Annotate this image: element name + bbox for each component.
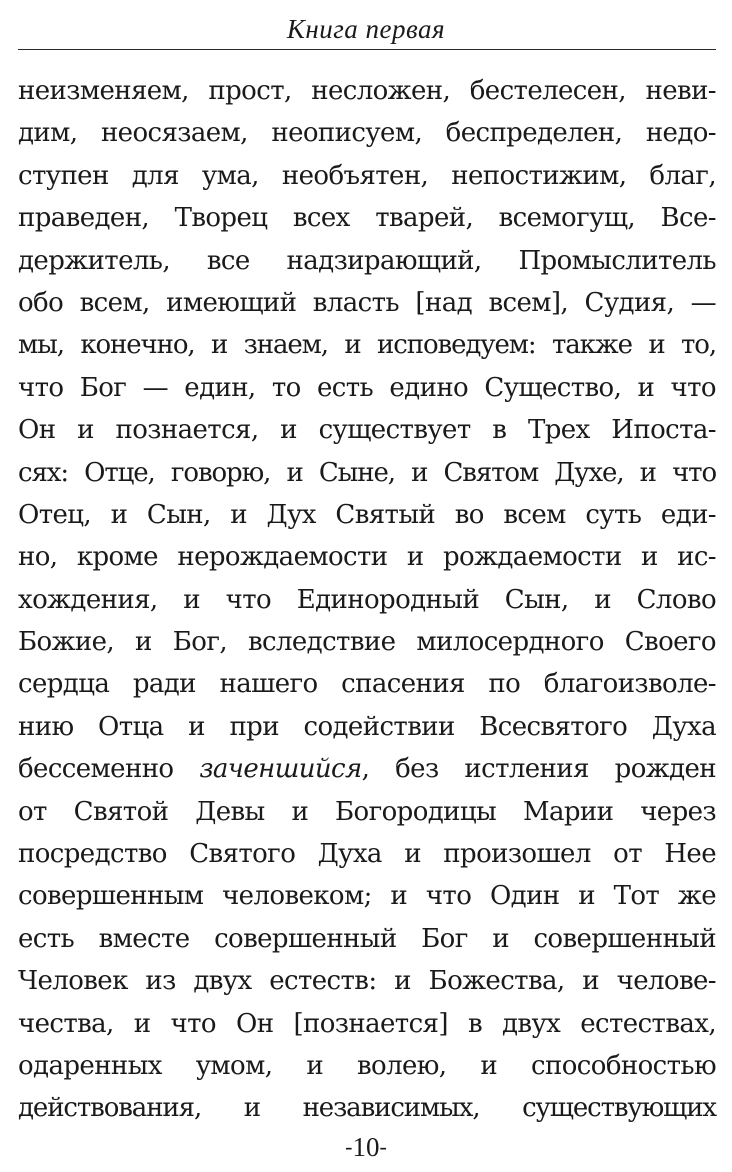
- header-rule: [18, 49, 716, 50]
- text-line: нию Отца и при содействии Всесвятого Духа: [18, 711, 716, 742]
- page-number-value: 10: [352, 1132, 380, 1162]
- running-head: Книга первая: [286, 14, 446, 44]
- text-line: обо всем, имеющий власть [над всем], Судия, —: [18, 287, 716, 318]
- text-line: неизменяем, прост, несложен, бестелесен, неви-: [18, 76, 716, 106]
- text-segment: бессеменно: [18, 754, 200, 785]
- text-line: дим, неосязаем, неописуем, беспределен, недо-: [18, 118, 716, 149]
- text-line: но, кроме нерождаемости и рождаемости и ис-: [18, 542, 716, 573]
- text-line-with-italic: [18, 748, 716, 790]
- text-line: Отец, и Сын, и Дух Святый во всем суть еди-: [18, 499, 716, 530]
- text-line: мы, конечно, и знаем, и исповедуем: также и то,: [18, 330, 716, 361]
- text-segment: , без истления рожден: [361, 754, 717, 785]
- folio-ornament-right: -: [379, 1134, 387, 1159]
- text-line: сях: Отце, говорю, и Сыне, и Святом Духе, и что: [18, 457, 716, 488]
- text-line: ступен для ума, необъятен, непостижим, благ,: [18, 160, 716, 191]
- text-line: чества, и что Он [познается] в двух естествах,: [18, 1008, 716, 1039]
- page-number: [0, 1130, 732, 1164]
- text-line: от Святой Девы и Богородицы Марии через: [18, 796, 716, 827]
- text-line: праведен, Творец всех тварей, всемогущ, Все-: [18, 203, 716, 234]
- text-line: Божие, и Бог, вследствие милосердного Своего: [18, 627, 716, 658]
- text-line: одаренных умом, и волею, и способностью: [18, 1050, 716, 1081]
- folio-ornament-left: -: [345, 1134, 353, 1159]
- text-line: Он и познается, и существует в Трех Ипоста-: [18, 415, 716, 446]
- text-line: держитель, все надзирающий, Промыслитель: [18, 245, 716, 276]
- text-line: посредство Святого Духа и произошел от Нее: [18, 839, 716, 870]
- text-line: есть вместе совершенный Бог и совершенный: [18, 923, 716, 954]
- text-line: хождения, и что Единородный Сын, и Слово: [18, 584, 716, 615]
- text-line: сердца ради нашего спасения по благоизволе-: [18, 669, 716, 700]
- text-line: действования, и независимых, существующих: [18, 1093, 716, 1124]
- body-text: [18, 70, 716, 1130]
- text-line: Человек из двух естеств: и Божества, и челове-: [18, 966, 716, 997]
- text-line: что Бог — един, то есть едино Существо, и что: [18, 372, 716, 403]
- text-line: совершенным человеком; и что Один и Тот же: [18, 881, 716, 912]
- italic-word: заченшийся: [199, 754, 362, 785]
